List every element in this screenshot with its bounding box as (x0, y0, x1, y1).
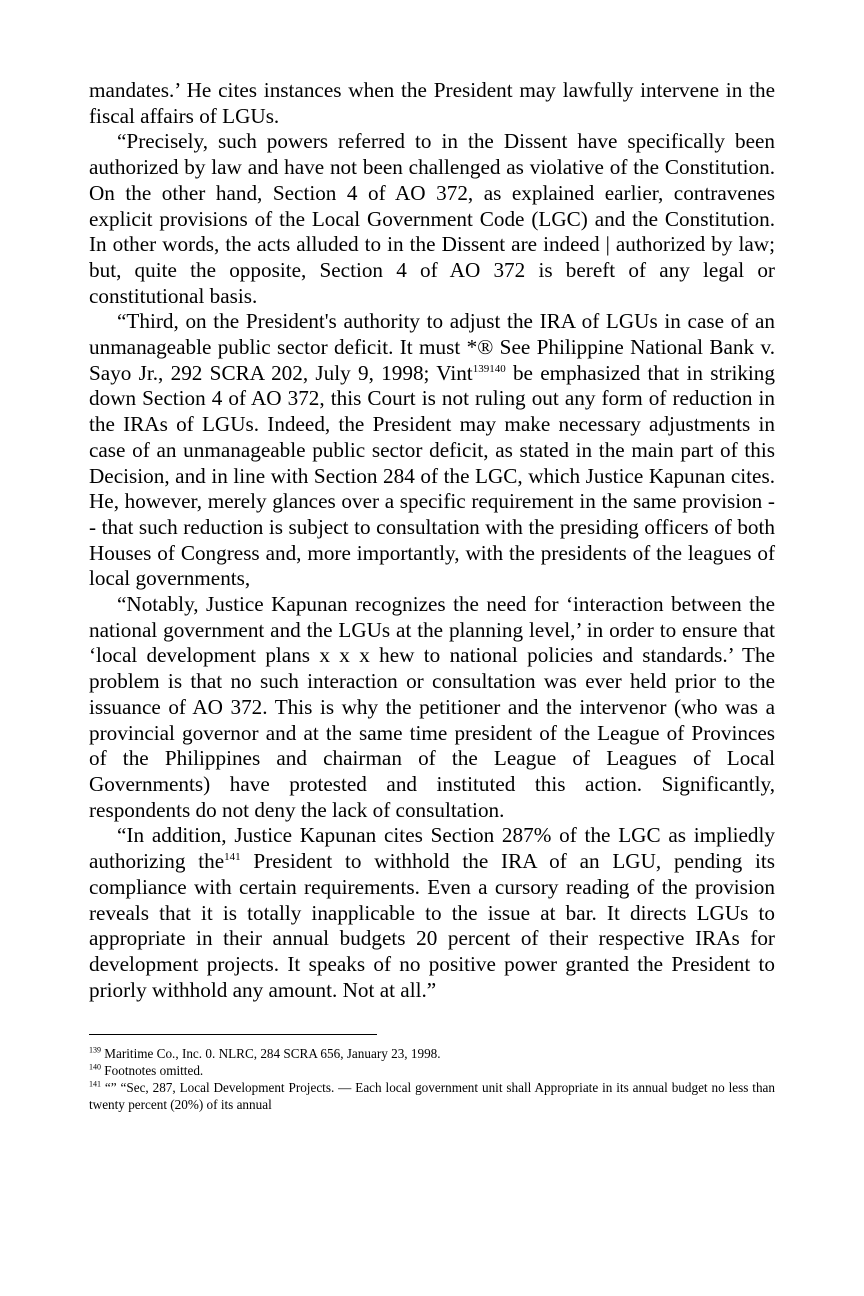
footnote (89, 1079, 775, 1113)
body-text (89, 78, 775, 1003)
paragraph (89, 309, 775, 592)
paragraph (89, 129, 775, 309)
footnote-text: Maritime Co., Inc. 0. NLRC, 284 SCRA 656, January 23, 1998. (101, 1046, 441, 1062)
paragraph-text: mandates.’ He cites instances when the President may lawfully intervene in the fiscal affairs of LGUs. (89, 78, 775, 128)
document-page (89, 78, 775, 1113)
paragraph (89, 78, 775, 129)
footnote-number: 139 (89, 1045, 101, 1055)
footnote-reference: 139140 (472, 362, 506, 375)
footnotes (89, 1045, 775, 1113)
paragraph-text: President to withhold the IRA of an LGU, pending its compliance with certain requirements. Even a cursory reading of the provision reveals that it is totally inapplicable to the issue at bar. It directs LGUs to appropriate in their annual budgets 20 percent of their respective IRAs for development projects. It speaks of no positive power granted the President to priorly withhold any amount. Not at all.” (89, 849, 775, 1002)
paragraph (89, 823, 775, 1003)
paragraph-text: “Third, on the President's authority to adjust the IRA of LGUs in case of an unmanageable public sector deficit. It must *® See Philippine National Bank v. Sayo Jr., 292 SCRA 202, July 9, 1998; Vint (89, 309, 775, 385)
paragraph (89, 592, 775, 823)
footnote-reference: 141 (224, 851, 241, 864)
paragraph-text: “In addition, Justice Kapunan cites Section 287% of the LGC as impliedly authorizing the (89, 823, 775, 874)
footnote-text: “” “Sec, 287, Local Development Projects. — Each local government unit shall Appropriate in its annual budget no less than twenty percent (20%) of its annual (89, 1080, 775, 1113)
paragraph-text: be emphasized that in striking down Section 4 of AO 372, this Court is not ruling out any form of reduction in the IRAs of LGUs. Indeed, the President may make necessary adjustments in case of an unmanageable public sector deficit, as stated in the main part of this Decision, and in line with Section 284 of the LGC, which Justice Kapunan cites. He, however, merely glances over a specific requirement in the same provision -- that such reduction is subject to consultation with the presiding officers of both Houses of Congress and, more importantly, with the presidents of the leagues of local governments, (89, 360, 775, 591)
footnote (89, 1045, 775, 1062)
footnote-number: 140 (89, 1062, 101, 1072)
paragraph-text: “Notably, Justice Kapunan recognizes the need for ‘interaction between the national government and the LGUs at the planning level,’ in order to ensure that ‘local development plans x x x hew to national policies and standards.’ The problem is that no such interaction or consultation was ever held prior to the issuance of AO 372. This is why the petitioner and the intervenor (who was a provincial governor and at the same time president of the League of Provinces of the Philippines and chairman of the League of Leagues of Local Governments) have protested and instituted this action. Significantly, respondents do not deny the lack of consultation. (89, 592, 775, 822)
paragraph-text: “Precisely, such powers referred to in the Dissent have specifically been authorized by law and have not been challenged as violative of the Constitution. On the other hand, Section 4 of AO 372, as explained earlier, contravenes explicit provisions of the Local Government Code (LGC) and the Constitution. In other words, the acts alluded to in the Dissent are indeed | authorized by law; but, quite the opposite, Section 4 of AO 372 is bereft of any legal or constitutional basis. (89, 129, 775, 308)
footnote-separator (89, 1034, 377, 1035)
footnote-number: 141 (89, 1079, 101, 1089)
footnote-text: Footnotes omitted. (101, 1063, 204, 1079)
footnote (89, 1062, 775, 1079)
